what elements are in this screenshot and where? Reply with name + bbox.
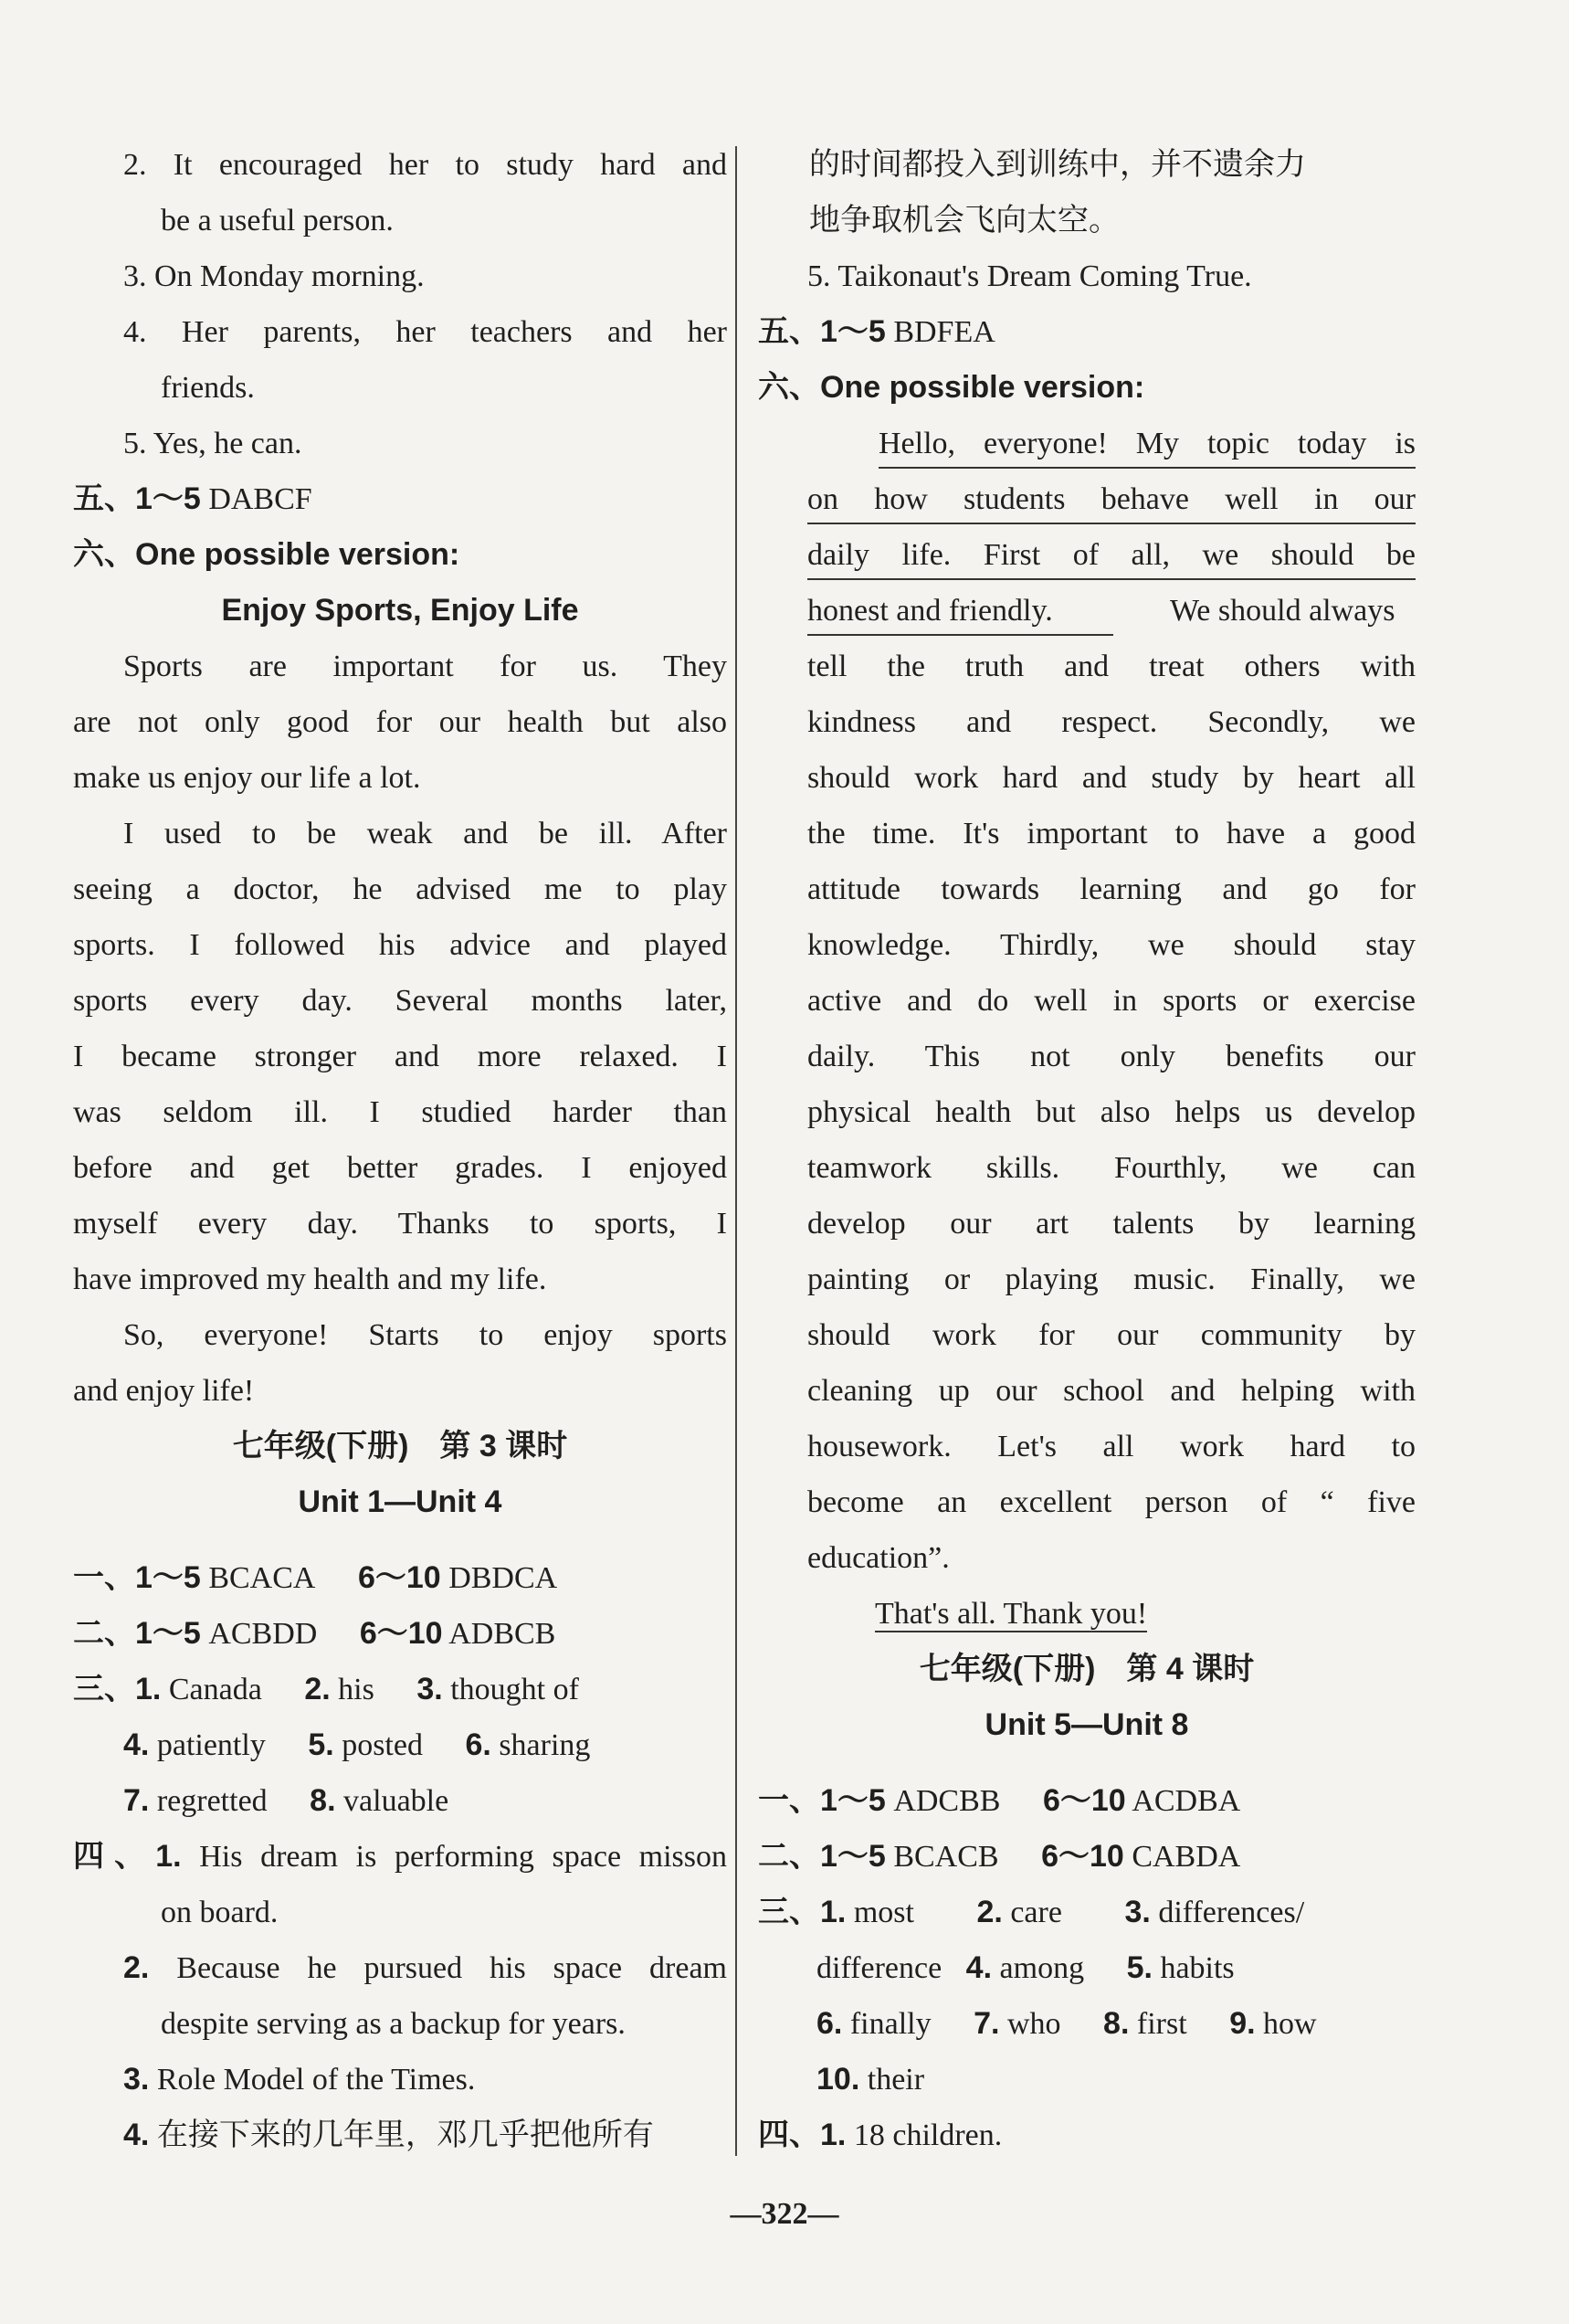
item-number: 7. xyxy=(974,2006,1000,2041)
item-number: 4. xyxy=(123,1727,150,1762)
item-answer: who xyxy=(1006,2007,1061,2041)
section-label: 二、1～5 xyxy=(73,1616,201,1651)
section-one xyxy=(73,1550,727,1606)
item-answer: most xyxy=(853,1896,914,1929)
speech-line: cleaning up our school and helping with xyxy=(807,1374,1416,1408)
speech-line xyxy=(758,583,1416,639)
speech-line: should work for our community by xyxy=(807,1318,1416,1352)
section-answer: ADCBB xyxy=(893,1784,1001,1818)
section-two xyxy=(73,1606,727,1662)
section-three-row xyxy=(758,1940,1416,1996)
speech-line: painting or playing music. Finally, we xyxy=(807,1262,1416,1296)
section-two xyxy=(758,1829,1416,1885)
item-answer: 18 children. xyxy=(853,2118,1003,2152)
section-one xyxy=(758,1773,1416,1829)
item-answer: Because he pursued his space dream xyxy=(176,1951,727,1985)
answer-line xyxy=(73,1940,727,1996)
underlined-text: Hello, everyone! My topic today is xyxy=(879,421,1416,469)
item-answer: first xyxy=(1136,2007,1187,2041)
answer-line xyxy=(73,2052,727,2107)
section-six-label: 六、One possible version: xyxy=(758,370,1145,405)
section-label: 一、1～5 xyxy=(73,1560,201,1595)
item-answer: valuable xyxy=(343,1784,449,1818)
speech-line: become an excellent person of “ five xyxy=(807,1485,1416,1519)
section-answer: ACDBA xyxy=(1132,1784,1241,1818)
essay-line: make us enjoy our life a lot. xyxy=(73,761,421,795)
item-answer: habits xyxy=(1160,1951,1235,1985)
item-number: 4. xyxy=(965,1950,993,1985)
right-column xyxy=(758,137,1416,2163)
item-number: 5. xyxy=(1126,1950,1153,1985)
underlined-text: honest and friendly. xyxy=(807,588,1113,636)
underlined-text: That's all. Thank you! xyxy=(875,1597,1148,1631)
item-answer: posted xyxy=(342,1728,423,1762)
speech-line: knowledge. Thirdly, we should stay xyxy=(807,928,1416,962)
item-answer: how xyxy=(1263,2007,1317,2041)
essay-line: myself every day. Thanks to sports, I xyxy=(73,1207,727,1241)
essay-line: sports. I followed his advice and played xyxy=(73,928,727,962)
section-answer: BCACA xyxy=(208,1561,316,1595)
section-answer: ACBDD xyxy=(208,1617,318,1651)
essay-line: I became stronger and more relaxed. I xyxy=(73,1040,727,1073)
section-three-row xyxy=(758,1996,1416,2052)
answer-line: 3. On Monday morning. xyxy=(123,259,425,293)
essay-title: Enjoy Sports, Enjoy Life xyxy=(221,593,579,628)
item-answer: sharing xyxy=(499,1728,591,1762)
item-number: 2. xyxy=(304,1672,331,1706)
speech-line xyxy=(758,527,1416,583)
range-label: 6～10 xyxy=(357,1560,441,1595)
unit-range: Unit 5—Unit 8 xyxy=(985,1707,1189,1742)
section-label: 五、1～5 xyxy=(758,314,886,349)
answer-line: 5. Taikonaut's Dream Coming True. xyxy=(807,259,1252,293)
section-three-row xyxy=(758,1885,1416,1940)
essay-line: sports every day. Several months later, xyxy=(73,984,727,1018)
underlined-text: on how students behave well in our xyxy=(807,477,1416,524)
item-number: 4. xyxy=(123,2118,150,2152)
item-number: 四、1. xyxy=(758,2118,847,2152)
speech-line: active and do well in sports or exercise xyxy=(807,984,1416,1018)
speech-text: We should always xyxy=(1169,594,1395,628)
section-label: 一、1～5 xyxy=(758,1783,886,1818)
answer-line: 的时间都投入到训练中，并不遗余力 xyxy=(809,148,1306,182)
answer-line xyxy=(758,2107,1416,2163)
item-answer: patiently xyxy=(156,1728,266,1762)
item-number: 3. xyxy=(1124,1895,1151,1929)
item-number: 3. xyxy=(416,1672,443,1706)
item-number: 6. xyxy=(465,1727,491,1762)
unit-range: Unit 1—Unit 4 xyxy=(298,1484,502,1519)
item-number: 7. xyxy=(123,1783,150,1818)
speech-line xyxy=(758,471,1416,527)
item-number: 三、1. xyxy=(73,1672,162,1706)
item-number: 四、1. xyxy=(73,1839,182,1874)
speech-line: the time. It's important to have a good xyxy=(807,817,1416,850)
item-answer: regretted xyxy=(156,1784,268,1818)
essay-line: have improved my health and my life. xyxy=(73,1262,547,1296)
speech-line: education”. xyxy=(807,1541,950,1575)
section-answer: BCACB xyxy=(893,1840,999,1874)
section-five xyxy=(758,304,1416,360)
essay-line: was seldom ill. I studied harder than xyxy=(73,1095,727,1129)
answer-line: 地争取机会飞向太空。 xyxy=(809,204,1120,238)
speech-line: housework. Let's all work hard to xyxy=(807,1430,1416,1463)
section-three-row xyxy=(73,1717,727,1773)
essay-line: Sports are important for us. They xyxy=(123,650,727,683)
item-answer: His dream is performing space misson xyxy=(199,1840,727,1874)
section-label: 五、1～5 xyxy=(73,481,201,516)
section-three-row xyxy=(73,1773,727,1829)
item-number: 3. xyxy=(123,2062,150,2097)
answer-line: 2. It encouraged her to study hard and xyxy=(123,148,727,182)
section-six-label: 六、One possible version: xyxy=(73,537,460,572)
item-answer: their xyxy=(867,2063,925,2097)
item-number: 2. xyxy=(976,1895,1003,1929)
range-label: 6～10 xyxy=(1041,1839,1124,1874)
item-number: 8. xyxy=(310,1783,336,1818)
section-three-row xyxy=(758,2052,1416,2107)
item-number: 9. xyxy=(1229,2006,1256,2041)
item-answer: thought of xyxy=(450,1673,579,1706)
item-number: 5. xyxy=(308,1727,334,1762)
item-number: 10. xyxy=(816,2062,860,2097)
section-five xyxy=(73,471,727,527)
essay-line: are not only good for our health but also xyxy=(73,705,727,739)
speech-line: tell the truth and treat others with xyxy=(807,650,1416,683)
item-answer: his xyxy=(338,1673,374,1706)
section-three-row xyxy=(73,1662,727,1717)
answer-line: 5. Yes, he can. xyxy=(123,427,302,460)
item-answer: Canada xyxy=(168,1673,262,1706)
section-label: 二、1～5 xyxy=(758,1839,886,1874)
item-number: 2. xyxy=(123,1950,150,1985)
section-answer: ADBCB xyxy=(448,1617,556,1651)
speech-line: attitude towards learning and go for xyxy=(807,872,1416,906)
lesson-heading: 七年级(下册) 第 3 课时 xyxy=(232,1429,568,1463)
item-number: 8. xyxy=(1103,2006,1130,2041)
item-answer: differences/ xyxy=(1158,1896,1305,1929)
item-answer: Role Model of the Times. xyxy=(156,2063,476,2097)
essay-line: and enjoy life! xyxy=(73,1374,255,1408)
item-answer: finally xyxy=(849,2007,932,2041)
speech-line: teamwork skills. Fourthly, we can xyxy=(807,1151,1416,1185)
essay-line: I used to be weak and be ill. After xyxy=(123,817,727,850)
answer-line: friends. xyxy=(161,371,255,405)
essay-line: So, everyone! Starts to enjoy sports xyxy=(123,1318,727,1352)
answer-line: on board. xyxy=(161,1896,279,1929)
answer-line xyxy=(73,2107,727,2163)
item-answer: care xyxy=(1010,1896,1062,1929)
left-column xyxy=(73,137,727,2163)
item-answer: difference xyxy=(816,1951,942,1985)
speech-line xyxy=(758,1586,1416,1642)
item-number: 三、1. xyxy=(758,1895,847,1929)
speech-line: kindness and respect. Secondly, we xyxy=(807,705,1416,739)
lesson-heading: 七年级(下册) 第 4 课时 xyxy=(919,1652,1255,1686)
answer-line: 4. Her parents, her teachers and her xyxy=(123,315,727,349)
answer-line: despite serving as a backup for years. xyxy=(161,2007,626,2041)
range-label: 6～10 xyxy=(1042,1783,1126,1818)
answer-line xyxy=(73,1829,727,1885)
essay-line: before and get better grades. I enjoyed xyxy=(73,1151,727,1185)
range-label: 6～10 xyxy=(359,1616,443,1651)
item-number: 6. xyxy=(816,2006,843,2041)
item-answer: 在接下来的几年里，邓几乎把他所有 xyxy=(156,2118,654,2152)
section-answer: BDFEA xyxy=(893,315,995,349)
section-answer: CABDA xyxy=(1132,1840,1241,1874)
section-answer: DBDCA xyxy=(448,1561,558,1595)
speech-line: develop our art talents by learning xyxy=(807,1207,1416,1241)
underlined-text: daily life. First of all, we should be xyxy=(807,533,1416,580)
speech-line xyxy=(758,416,1416,471)
speech-line: physical health but also helps us develop xyxy=(807,1095,1416,1129)
column-divider xyxy=(735,146,737,2156)
speech-line: daily. This not only benefits our xyxy=(807,1040,1416,1073)
section-answer: DABCF xyxy=(208,482,312,516)
speech-line: should work hard and study by heart all xyxy=(807,761,1416,795)
essay-line: seeing a doctor, he advised me to play xyxy=(73,872,727,906)
page-number: —322— xyxy=(730,2197,839,2231)
item-answer: among xyxy=(999,1951,1085,1985)
answer-line: be a useful person. xyxy=(161,204,394,238)
